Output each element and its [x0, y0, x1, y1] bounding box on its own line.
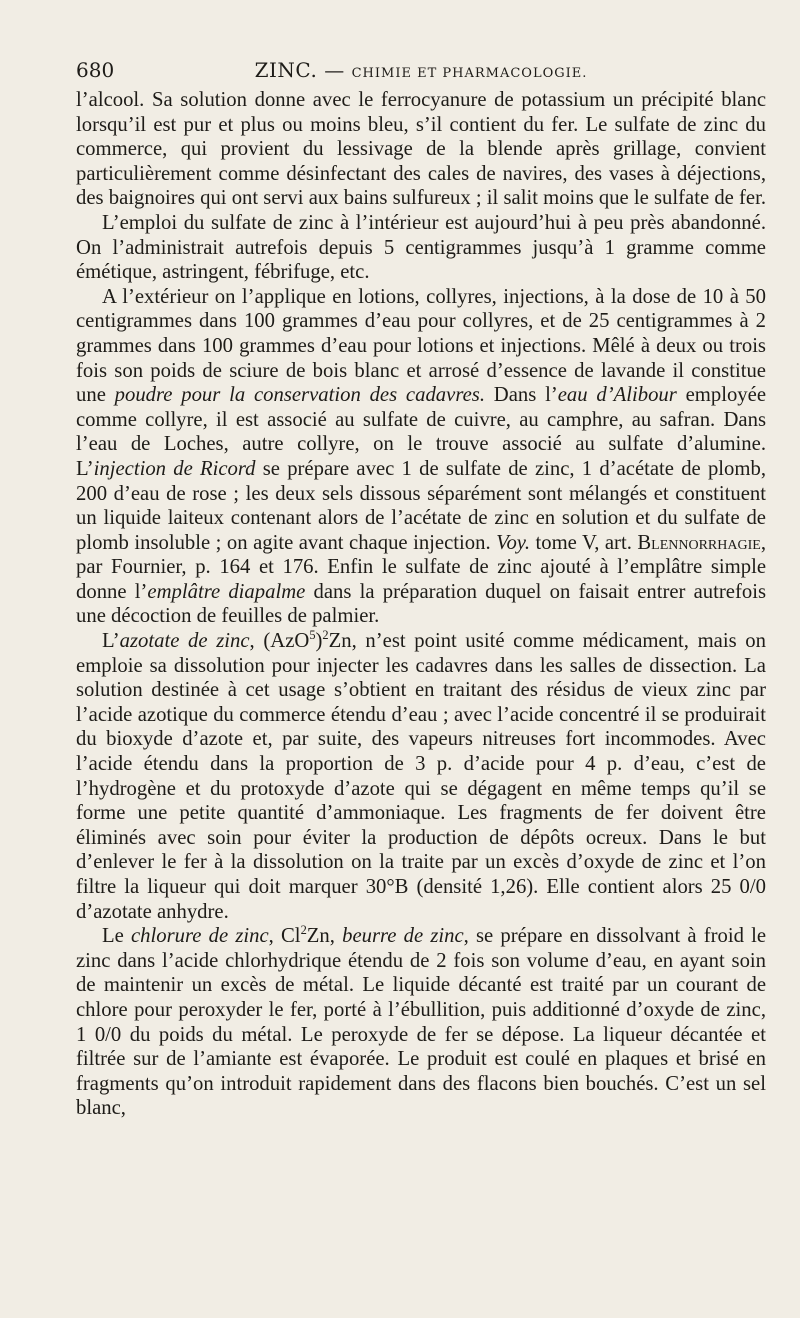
italic-text: Voy.	[496, 531, 531, 554]
page-number: 680	[76, 58, 115, 82]
text-run: Zn,	[306, 925, 343, 948]
paragraph	[76, 285, 766, 629]
text-run: l’alcool. Sa solution donne avec le ferrocyanure de potassium un précipité blanc lorsqu’il est pur et plus ou moins bleu, s’il contient du fer. Le sulfate de zinc du commerce, qui provient du lessivage de la blende après grillage, convient particulièrement comme désinfectant des cales de navires, des vases à déjections, des baignoires qui ont servi aux bains sulfureux ; il salit moins que le sulfate de fer.	[76, 89, 767, 210]
body-text	[76, 88, 766, 1121]
text-run: Zn, n’est point usité comme médicament, mais on emploie sa dissolution pour injecter les cadavres dans les salles de dissection. La solution destinée à cet usage s’obtient en traitant des résidus de vieux zinc par l’acide azotique du commerce étendu d’eau ; avec l’acide concentré il se produirait du bioxyde d’azote et, par suite, des vapeurs nitreuses fort incommodes. Avec l’acide étendu dans la proportion de 3 p. d’acide pour 4 p. d’eau, c’est de l’hydrogène et du protoxyde d’azote qui se dégagent en même temps qu’il se forme une petite quantité d’ammoniaque. Les fragments de fer doivent être éliminés avec soin pour éviter la production de dépôts ocreux. Dans le but d’enlever le fer à la dissolution on la traite par un excès d’oxyde de zinc et l’on filtre la liqueur qui doit marquer 30°B (densité 1,26). Elle contient alors 25 0/0 d’azotate anhydre.	[76, 630, 766, 923]
text-run: L’emploi du sulfate de zinc à l’intérieur est aujourd’hui à peu près abandonné. On l’administrait autrefois depuis 5 centigrammes jusqu’à 1 gramme comme émétique, astringent, fébrifuge, etc.	[76, 211, 766, 284]
paragraph	[76, 88, 766, 211]
running-title-section: CHIMIE ET PHARMACOLOGIE.	[351, 66, 588, 81]
text-run: Blennorrhagie	[637, 531, 761, 554]
text-run: , Cl	[268, 925, 301, 948]
text-run: L’	[102, 630, 120, 653]
italic-text: injection de Ricord	[93, 457, 256, 480]
text-run: Dans l’	[485, 384, 558, 407]
superscript: 2	[322, 628, 329, 643]
text-run: Le	[102, 925, 131, 948]
italic-text: beurre de zinc	[342, 925, 464, 948]
paragraph	[76, 211, 766, 285]
italic-text: eau d’Alibour	[557, 384, 677, 407]
paragraph	[76, 629, 766, 924]
superscript: 5	[309, 628, 316, 643]
page-header	[76, 58, 766, 88]
text-run: , par Fournier, p. 164 et 176. Enfin le sulfate de zinc ajouté à l’emplâtre simple donne l’	[76, 531, 766, 603]
text-run: employée comme collyre, il est associé au sulfate de cuivre, au camphre, au safran. Dans l’eau de Loches, autre collyre, on le trouve associé au sulfate d’alumine. L’	[76, 384, 766, 480]
text-run: )	[315, 630, 323, 653]
running-title-main: ZINC. —	[254, 58, 345, 82]
text-run: , (AzO	[249, 630, 310, 653]
italic-text: poudre pour la conservation des cadavres.	[114, 384, 486, 407]
italic-text: chlorure de zinc	[131, 925, 269, 948]
superscript: 2	[300, 923, 307, 938]
text-run: dans la préparation duquel on faisait entrer autrefois une décoction de feuilles de palmier.	[76, 580, 767, 628]
text-run: tome V, art.	[530, 531, 638, 554]
italic-text: azotate de zinc	[119, 630, 250, 653]
text-run: A l’extérieur on l’applique en lotions, collyres, injections, à la dose de 10 à 50 centigrammes dans 100 grammes d’eau pour collyres, et de 25 centigrammes à 2 grammes dans 100 grammes d’eau pour lotions et injections. Mêlé à deux ou trois fois son poids de sciure de bois blanc et arrosé d’essence de lavande il constitue une	[76, 285, 766, 407]
running-title	[76, 58, 766, 82]
italic-text: emplâtre diapalme	[147, 580, 306, 603]
text-run: , se prépare en dissolvant à froid le zinc dans l’acide chlorhydrique étendu de 2 fois son volume d’eau, en ayant soin de maintenir un excès de métal. Le liquide décanté est traité par un courant de chlore pour peroxyder le fer, porté à l’ébullition, puis additionné d’oxyde de zinc, 1 0/0 du poids du métal. Le peroxyde de fer se dépose. La liqueur décantée et filtrée sur de l’amiante est évaporée. Le produit est coulé en plaques et brisé en fragments qu’on introduit rapidement dans des flacons bien bouchés. C’est un sel blanc,	[76, 925, 767, 1120]
text-run: se prépare avec 1 de sulfate de zinc, 1 d’acétate de plomb, 200 d’eau de rose ; les deux sels dissous séparément sont mélangés et constituent un liquide laiteux contenant alors de l’acétate de zinc en solution et du sulfate de plomb insoluble ; on agite avant chaque injection.	[76, 457, 766, 554]
paragraph	[76, 924, 766, 1121]
